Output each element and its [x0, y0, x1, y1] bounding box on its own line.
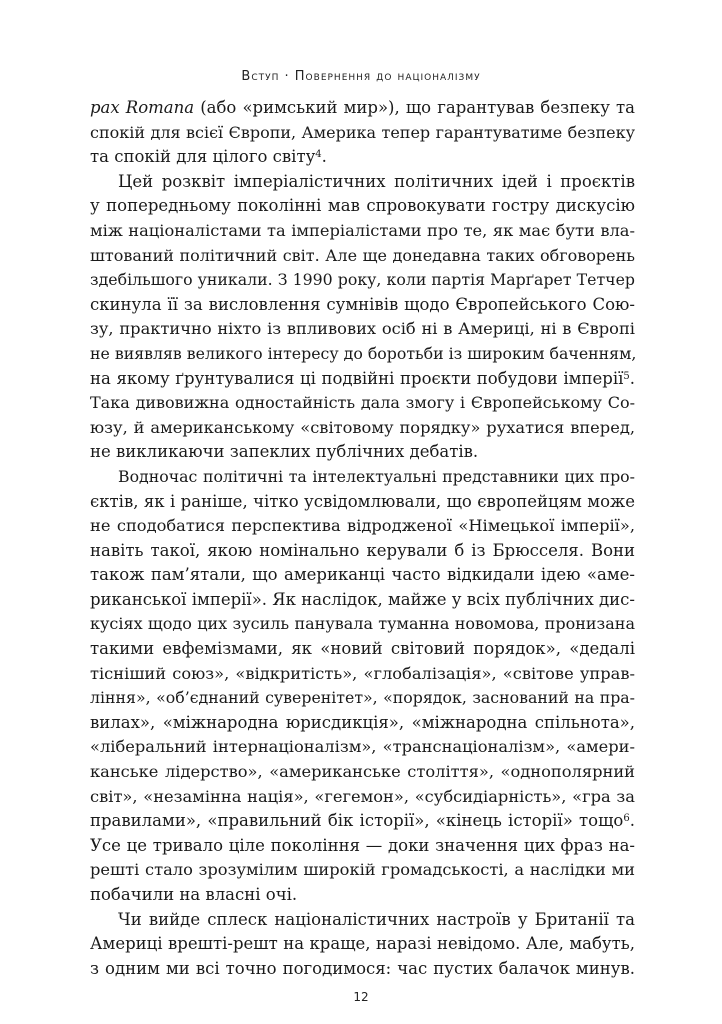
running-head: [0, 69, 722, 84]
text-run: канське лідерство», «американське століття», «однополярний: [90, 762, 635, 782]
text-run: не виявляв великого інтересу до боротьби із широким баченням,: [90, 343, 637, 363]
text-line: [90, 219, 635, 244]
text-run: навіть такої, якою номінально керували б із Брюсселя. Вони: [90, 540, 635, 560]
text-run: Цей розквіт імперіалістичних політичних ідей і проєктів: [118, 171, 635, 191]
text-run: Чи вийде сплеск націоналістичних настроїв у Британії та: [118, 909, 635, 929]
text-run: Усе це тривало ціле покоління — доки значення цих фраз на-: [90, 835, 635, 855]
text-run: не сподобатися перспектива відродженої «Німецької імперії»,: [90, 516, 635, 536]
text-run: «ліберальний інтернаціоналізм», «транснаціоналізм», «амери-: [90, 737, 635, 757]
text-run: кусіях щодо цих зусиль панувала туманна новомова, пронизана: [90, 614, 635, 634]
text-run: такими евфемізмами, як «новий світовий порядок», «дедалі: [90, 639, 635, 659]
text-run: скинула її за висловлення сумнівів щодо Європейського Сою-: [90, 294, 635, 314]
text-line: [90, 268, 635, 293]
text-line: [90, 711, 635, 736]
text-run: штований політичний світ. Але ще донедавна таких обговорень: [90, 245, 635, 265]
running-head-chapter: Повернення до націоналізму: [294, 69, 481, 84]
text-line: [90, 391, 635, 416]
text-run: зу, практично ніхто із впливових осіб ні в Америці, ні в Європі: [90, 319, 635, 339]
text-line: [90, 367, 635, 392]
text-run: та спокій для цілого світу: [90, 147, 316, 167]
text-run: єктів, як і раніше, чітко усвідомлювали, що європейцям може: [90, 491, 635, 511]
page-number: 12: [353, 990, 369, 1004]
footnote-marker: 5: [623, 370, 630, 382]
text-run: Водночас політичні та інтелектуальні представники цих про-: [118, 466, 635, 486]
text-line: [90, 96, 635, 121]
text-run: правилами», «правильний бік історії», «кінець історії» тощо: [90, 811, 624, 831]
text-run: у попередньому поколінні мав спровокувати гостру дискусію: [90, 196, 635, 216]
text-line: [90, 194, 635, 219]
text-run: побачили на власні очі.: [90, 885, 298, 904]
text-line: [90, 883, 635, 908]
text-line: [90, 932, 635, 957]
text-run: Така дивовижна одностайність дала змогу і Європейському Со-: [90, 393, 635, 413]
text-line: [90, 440, 635, 465]
text-line: [90, 539, 635, 564]
text-line: [90, 908, 635, 933]
text-run: юзу, й американському «світовому порядку» рухатися вперед,: [90, 417, 635, 437]
body-text: [90, 96, 635, 981]
text-run: між націоналістами та імперіалістами про те, як має бути вла-: [90, 220, 635, 240]
text-run: вилах», «міжнародна юрисдикція», «міжнародна спільнота»,: [90, 712, 635, 732]
text-line: [90, 686, 635, 711]
text-run: Америці врешті-решт на краще, наразі невідомо. Але, мабуть,: [90, 934, 635, 954]
text-line: [90, 637, 635, 662]
text-run: риканської імперії». Як наслідок, майже у всіх публічних дис-: [90, 589, 635, 609]
text-line: [90, 293, 635, 318]
text-line: [90, 317, 635, 342]
text-run-tail: .: [321, 147, 327, 167]
text-line: [90, 957, 635, 982]
text-run: не викликаючи запеклих публічних дебатів.: [90, 442, 479, 462]
text-run: ління», «об’єднаний суверенітет», «порядок, заснований на пра-: [90, 688, 635, 708]
text-line: [90, 465, 635, 490]
footnote-marker: 4: [315, 149, 322, 161]
text-run: з одним ми всі точно погодимося: час пустих балачок минув.: [90, 958, 635, 978]
italic-phrase: pax Romana: [90, 98, 195, 117]
text-run: решті стало зрозумілим широкій громадськості, а наслідки ми: [90, 860, 635, 880]
text-line: [90, 834, 635, 859]
text-line: [90, 121, 635, 146]
text-run: на якому ґрунтувалися ці подвійні проєкти побудови імперії: [90, 368, 624, 388]
text-line: [90, 514, 635, 539]
text-run-tail: .: [629, 811, 635, 831]
text-line: [90, 612, 635, 637]
text-line: [90, 662, 635, 687]
running-head-separator: ·: [279, 69, 295, 84]
text-run-tail: .: [629, 368, 635, 388]
text-run: світ», «незамінна нація», «гегемон», «субсидіарність», «гра за: [90, 786, 635, 806]
text-line: [90, 170, 635, 195]
text-run: (або «римський мир»), що гарантував безпеку та: [194, 98, 635, 117]
text-run: здебільшого уникали. З 1990 року, коли партія Марґарет Тетчер: [90, 270, 635, 290]
text-run: також пам’ятали, що американці часто відкидали ідею «аме-: [90, 565, 635, 585]
text-line: [90, 490, 635, 515]
text-line: [90, 342, 635, 367]
text-line: [90, 858, 635, 883]
footnote-marker: 6: [623, 813, 630, 825]
text-line: [90, 785, 635, 810]
text-line: [90, 760, 635, 785]
text-line: [90, 416, 635, 441]
text-line: [90, 735, 635, 760]
text-line: [90, 244, 635, 269]
text-line: [90, 145, 635, 170]
text-line: [90, 563, 635, 588]
text-run: спокій для всієї Європи, Америка тепер гарантуватиме безпеку: [90, 122, 635, 142]
text-line: [90, 809, 635, 834]
text-run: тісніший союз», «відкритість», «глобалізація», «світове управ-: [90, 663, 635, 683]
text-line: [90, 588, 635, 613]
running-head-section: Вступ: [241, 69, 280, 84]
